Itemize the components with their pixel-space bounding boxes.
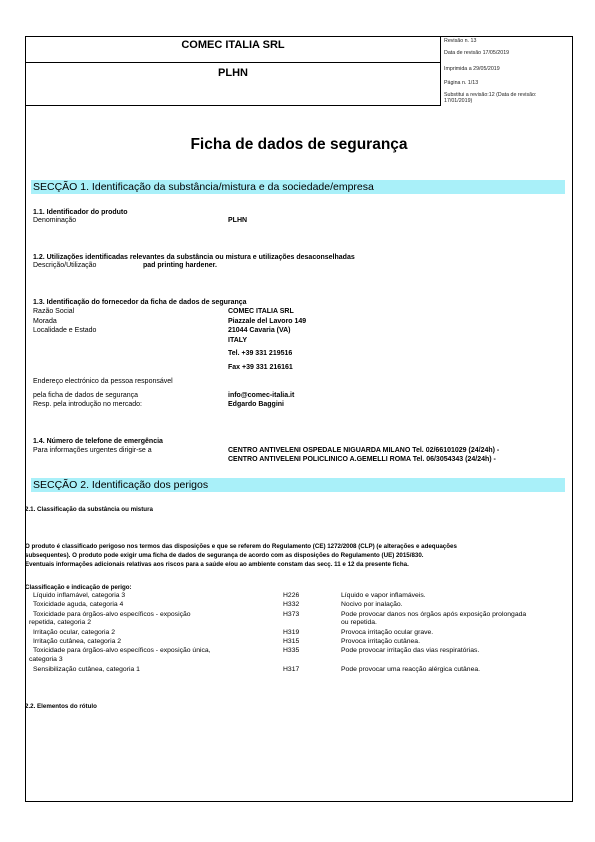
hazard-class: Irritação ocular, categoria 2	[33, 629, 115, 636]
hazard-desc-cont: ou repetida.	[341, 619, 377, 626]
s13-title: 1.3. Identificação do fornecedor da ficha de dados de segurança	[33, 299, 247, 306]
responsible-label: Resp. pela introdução no mercado:	[33, 401, 142, 408]
hazard-class: Sensibilização cutânea, categoria 1	[33, 666, 140, 673]
hazard-code: H335	[283, 647, 300, 654]
hazard-class: Líquido inflamável, categoria 3	[33, 592, 126, 599]
s13-label-locality: Localidade e Estado	[33, 327, 97, 334]
hazard-class-cont: repetida, categoria 2	[29, 619, 91, 626]
email-label: pela ficha de dados de segurança	[33, 392, 139, 399]
s13-tel: Tel. +39 331 219516	[228, 350, 293, 357]
s13-label-address: Morada	[33, 318, 57, 325]
header-divider	[25, 62, 441, 63]
company-name: COMEC ITALIA SRL	[181, 39, 285, 51]
hazard-desc: Pode provocar uma reacção alérgica cutânea.	[341, 666, 481, 673]
hazard-desc: Provoca irritação ocular grave.	[341, 629, 434, 636]
s14-title: 1.4. Número de telefone de emergência	[33, 438, 163, 445]
s21-para1: O produto é classificado perigoso nos termos das disposições e que se referem do Regulamento (CE) 1272/2008 (CLP) (e alterações e adequações	[25, 543, 457, 550]
s14-line2: CENTRO ANTIVELENI POLICLINICO A.GEMELLI ROMA Tel. 06/3054343 (24/24h) -	[228, 456, 496, 463]
hazard-code: H315	[283, 638, 300, 645]
replaces-revision: Substitui a revisão:12 (Data de revisão:	[444, 92, 537, 98]
s21-para2: subsequentes). O produto pode exigir uma ficha de dados de segurança de acordo com as disposições do Regulamento (UE) 2015/830.	[25, 552, 424, 559]
s13-country: ITALY	[228, 337, 248, 344]
hazard-desc: Provoca irritação cutânea.	[341, 638, 420, 645]
product-name: PLHN	[218, 67, 248, 79]
section2-heading: SECÇÃO 2. Identificação dos perigos	[33, 479, 209, 491]
page-number: Página n. 1/13	[444, 80, 479, 86]
s13-value-name: COMEC ITALIA SRL	[228, 308, 294, 315]
s12-label: Descrição/Utilização	[33, 262, 97, 269]
s14-label: Para informações urgentes dirigir-se a	[33, 447, 152, 454]
hazard-desc: Pode provocar danos nos órgãos após exposição prolongada	[341, 611, 527, 618]
s14-line1: CENTRO ANTIVELENI OSPEDALE NIGUARDA MILANO Tel. 02/66101029 (24/24h) -	[228, 447, 500, 454]
hazard-class-cont: categoria 3	[29, 656, 63, 663]
s22-title: 2.2. Elementos do rótulo	[25, 703, 97, 710]
s12-title: 1.2. Utilizações identificadas relevantes da substância ou mistura e utilizações desaconselhadas	[33, 254, 355, 261]
hazard-class: Toxicidade para órgãos-alvo específicos - exposição única,	[33, 647, 211, 654]
email-value: info@comec-italia.it	[228, 392, 295, 399]
hazard-desc: Nocivo por inalação.	[341, 601, 403, 608]
s21-title: 2.1. Classificação da substância ou mistura	[25, 506, 153, 513]
hazard-desc: Pode provocar irritação das vias respiratórias.	[341, 647, 480, 654]
hazard-code: H226	[283, 592, 300, 599]
revision-date: Data de revisão 17/05/2019	[444, 50, 510, 56]
hazard-class: Toxicidade para órgãos-alvo específicos - exposição	[33, 611, 191, 618]
hazard-class: Toxicidade aguda, categoria 4	[33, 601, 124, 608]
classification-title: Classificação e indicação de perigo:	[25, 584, 132, 591]
s11-value: PLHN	[228, 217, 248, 224]
hazard-code: H317	[283, 666, 300, 673]
s12-value: pad printing hardener.	[143, 262, 217, 269]
print-date: Imprimida a 29/05/2019	[444, 66, 500, 72]
revision-number: Revisão n. 13	[444, 38, 477, 44]
hazard-class: Irritação cutânea, categoria 2	[33, 638, 122, 645]
s13-fax: Fax +39 331 216161	[228, 364, 293, 371]
s11-label: Denominação	[33, 217, 77, 224]
s13-value-address: Piazzale del Lavoro 149	[228, 318, 307, 325]
replaces-revision-date: 17/01/2019)	[444, 98, 473, 104]
hazard-code: H332	[283, 601, 300, 608]
hazard-desc: Líquido e vapor inflamáveis.	[341, 592, 426, 599]
hazard-code: H373	[283, 611, 300, 618]
section1-heading: SECÇÃO 1. Identificação da substância/mistura e da sociedade/empresa	[33, 181, 374, 193]
s21-para3: Eventuais informações adicionais relativas aos riscos para a saúde e/ou ao ambiente constam das secç. 11 e 12 da presente ficha.	[25, 561, 409, 568]
document-title: Ficha de dados de segurança	[190, 136, 408, 153]
responsible-value: Edgardo Baggini	[228, 401, 284, 408]
s13-label-name: Razão Social	[33, 308, 75, 315]
s11-title: 1.1. Identificador do produto	[33, 209, 128, 216]
s13-value-locality: 21044 Cavaria (VA)	[228, 327, 291, 334]
email-heading: Endereço electrónico da pessoa responsável	[33, 378, 173, 385]
hazard-code: H319	[283, 629, 300, 636]
